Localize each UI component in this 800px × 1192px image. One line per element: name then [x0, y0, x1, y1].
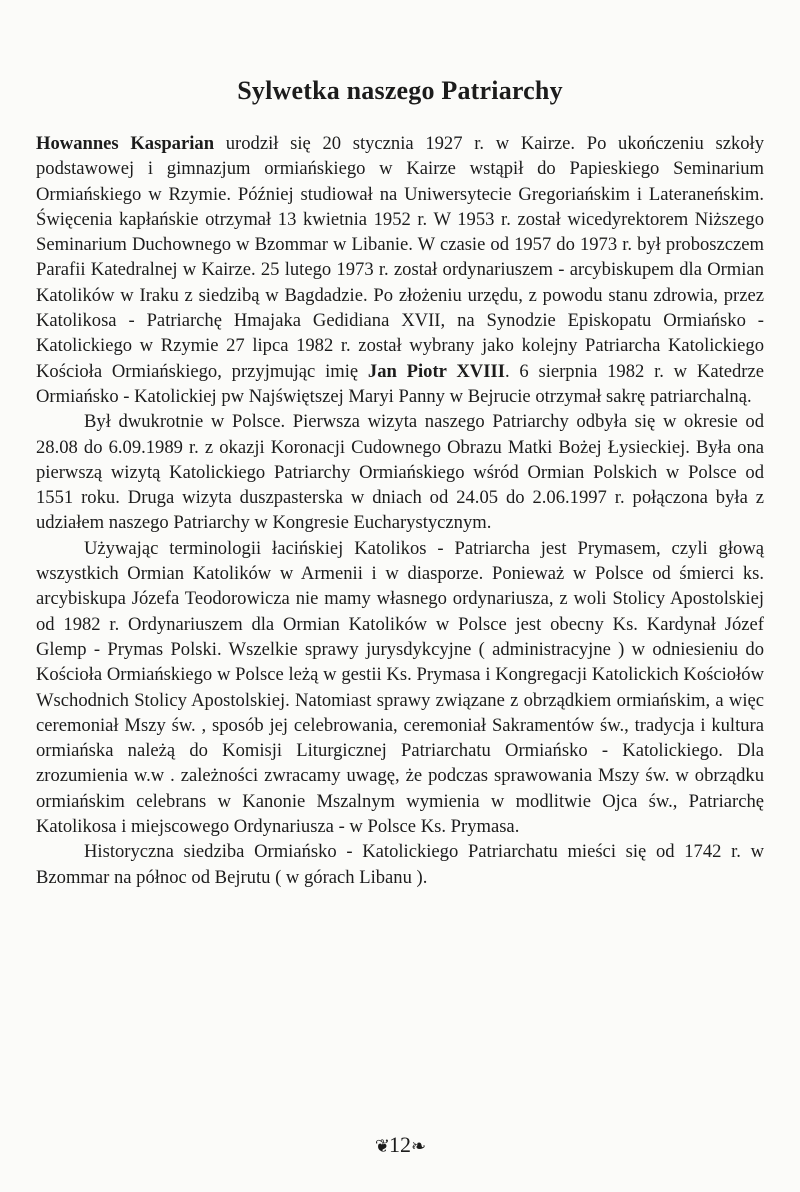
paragraph-seat: Historyczna siedziba Ormiańsko - Katolickiego Patriarchatu mieści się od 1742 r. w Bzommar na północ od Bejrutu ( w górach Libanu ). [36, 841, 764, 888]
page-number-footer [0, 1132, 800, 1159]
ornament-left-icon: ❦ [374, 1136, 389, 1156]
paragraph-biography [36, 131, 764, 409]
article-body [36, 131, 764, 890]
patriarch-papal-name: Jan Piotr XVIII [367, 360, 505, 382]
page-title: Sylwetka naszego Patriarchy [237, 76, 563, 105]
biography-text-1: urodził się 20 stycznia 1927 r. w Kairze. Po ukończeniu szkoły podstawowej i gimnazjum ormiańskiego w Kairze wstąpił do Papieskiego Seminarium Ormiańskiego w Rzymie. Później studiował na Uniwersytecie Gregoriańskim i Lateraneńskim. Święcenia kapłańskie otrzymał 13 kwietnia 1952 r. W 1953 r. został wicedyrektorem Niższego Seminarium Duchownego w Bzommar w Libanie. W czasie od 1957 do 1973 r. był proboszczem Parafii Katedralnej w Kairze. 25 lutego 1973 r. został ordynariuszem - arcybiskupem dla Ormian Katolików w Iraku z siedzibą w Bagdadzie. Po złożeniu urzędu, z powodu stanu zdrowia, przez Katolikosa - Patriarchę Hmajaka Gedidiana XVII, na Synodzie Episkopatu Ormiańsko - Katolickiego w Rzymie 27 lipca 1982 r. został wybrany jako kolejny Patriarcha Katolickiego Kościoła Ormiańskiego, przyjmując imię [36, 133, 764, 382]
paragraph-visits: Był dwukrotnie w Polsce. Pierwsza wizyta naszego Patriarchy odbyła się w okresie od 28.08 do 6.09.1989 r. z okazji Koronacji Cudownego Obrazu Matki Bożej Łysieckiej. Była ona pierwszą wizytą Katolickiego Patriarchy Ormiańskiego wśród Ormian Polskich w Polsce od 1551 roku. Druga wizyta duszpasterska w dniach od 24.05 do 2.06.1997 r. połączona była z udziałem naszego Patriarchy w Kongresie Eucharystycznym. [36, 411, 764, 534]
biography-text-2: . 6 sierpnia 1982 r. w Katedrze Ormiańsko - Katolickiej pw Najświętszej Maryi Panny w Bejrucie otrzymał sakrę patriarchalną. [36, 360, 764, 407]
ornament-right-icon: ❧ [411, 1136, 426, 1156]
page-number: 12 [389, 1132, 411, 1157]
paragraph-jurisdiction: Używając terminologii łacińskiej Katolikos - Patriarcha jest Prymasem, czyli głową wszystkich Ormian Katolików w Armenii i w diasporze. Ponieważ w Polsce od śmierci ks. arcybiskupa Józefa Teodorowicza nie mamy własnego ordynariusza, z woli Stolicy Apostolskiej od 1982 r. Ordynariuszem dla Ormian Katolików w Polsce jest obecny Ks. Kardynał Józef Glemp - Prymas Polski. Wszelkie sprawy jurysdykcyjne ( administracyjne ) w odniesieniu do Kościoła Ormiańskiego w Polsce leżą w gestii Ks. Prymasa i Kongregacji Katolickich Kościołów Wschodnich Stolicy Apostolskiej. Natomiast sprawy związane z obrządkiem ormiańskim, a więc ceremoniał Mszy św. , sposób jej celebrowania, ceremoniał Sakramentów św., tradycja i kultura ormiańska należą do Komisji Liturgicznej Patriarchatu Ormiańsko - Katolickiego. Dla zrozumienia w.w . zależności zwracamy uwagę, że podczas sprawowania Mszy św. w obrządku ormiańskim celebrans w Kanonie Mszalnym wymienia w modlitwie Ojca św., Patriarchę Katolikosa i miejscowego Ordynariusza - w Polsce Ks. Prymasa. [36, 537, 764, 838]
patriarch-birth-name: Howannes Kasparian [36, 133, 215, 154]
